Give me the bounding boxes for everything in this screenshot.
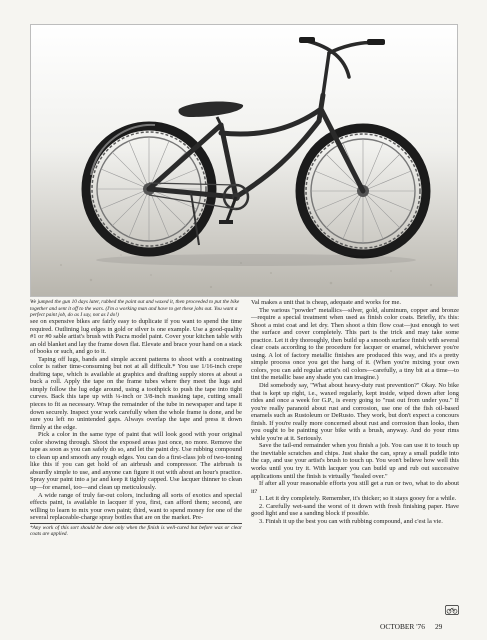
photo-caption: We jumped the gun 10 days later, rubbed the paint out and waxed it, then proceeded to put the bike together and sent it off to the wars. (I'm a working man and have to get these jobs out. You want a perfect paint job, do as I say, not as I do!)	[30, 299, 240, 319]
footnote: *Any work of this sort should be done only when the finish is well-cured but before wax or clear coats are applied.	[30, 524, 242, 538]
right-column	[251, 299, 459, 525]
paragraph: The various "powder" metallics—silver, gold, aluminum, copper and bronze—require a special treatment when used as finish color coats. Briefly, it's this: Shoot a mist coat and let dry. Then shoot a thin flow coat—just enough to wet the surface and cover completely. This part is the trick and may take some practice. Let it dry thoroughly, then build up a smooth surface finish with several clear coats according to the procedure for lacquer or enamel, whichever you're using. A lot of factory metallic finishes are produced this way, and it's a pretty simple process once you get the hang of it. (When you're mixing your own colors, you can add regular artist's oil colors—carefully, a tiny bit at a time—to tint the metallic base any shade you can imagine.)	[251, 306, 459, 382]
page-footer	[380, 622, 442, 631]
paragraph: A wide range of truly far-out colors, including all sorts of exotics and special effects paint, is available in lacquer if you, first, can afford them; second, are willing to learn to mix your own paint; third, want to spend money for one of the several replaceable-charge spray bottles that are on the market. Pre-	[30, 491, 242, 522]
bicycle-icon	[445, 605, 459, 615]
bicycle-photo	[30, 24, 458, 297]
list-item: 1. Let it dry completely. Remember, it's thicker; so it stays gooey for a while.	[259, 495, 457, 503]
paragraph: Taping off lugs, bands and simple accent patterns to shoot with a contrasting color is rather time-consuming but not at all difficult.* You use 1/16-inch crepe drafting tape, which is available at graphics and drafting supply stores at about a buck a roll. Apply the tape on the frame tubes where they meet the lugs and simply follow the lug edge around, using a toothpick to push the tape into tight curves. Back this tape up with ¼-inch or 3/8-inch masking tape, cutting small pieces to fit as necessary. Wrap the remainder of the tube in newspaper and tape it down securely. Inspect your work carefully when the whole frame is done, and be sure you left no unintended gaps. Always overlap the tape and press it down firmly at the edge.	[30, 355, 242, 431]
paragraph: Pick a color in the same type of paint that will look good with your original color showing through. Shoot the exposed areas just once, no more. Remove the tape as soon as you can safely do so, and let the paint dry. Use rubbing compound to clean up and smooth any rough edges. You can do a first-class job of two-toning like this if you can get hold of an airbrush and compressor. The airbrush is absurdly simple to use, and anyone can figure it out with about an hour's practice. Spray your paint into a jar and keep it tightly capped. Use lacquer thinner to clean up—for enamel, too—and clean up meticulously.	[30, 431, 242, 492]
list-item: 3. Finish it up the best you can with rubbing compound, and c'est la vie.	[259, 517, 443, 525]
paragraph: Save the tail-end remainder when you finish a job. You can use it to touch up the inevitable scratches and chips. Just shake the can, spray a small puddle into the cap, and use your artist's brush to touch up. You won't believe how well this works until you try it. With lacquer you can build up and rub out successive applications until the finish is virtually "healed over."	[251, 442, 459, 480]
paragraph: Val makes a unit that is cheap, adequate and works for me.	[251, 299, 401, 306]
issue-date: OCTOBER '76	[380, 622, 425, 631]
paragraph: Did somebody say, "What about heavy-duty rust prevention?" Okay. No bike that is kept up right, i.e., waxed regularly, kept inside, wiped down after long rides and once a week for G.P., is every going to "rust out from under you." If you're really paranoid about rust and corrosion, use one of the fish oil-based enamels such as Rustoleum or DeRusto. They work, but don't expect a concours finish. If you're really more concerned about rust and corrosion than looks, then you ought to be painting your bike with a brush, anyway. And do your rims while you're at it. Seriously.	[251, 382, 459, 442]
bicycle-illustration	[31, 25, 457, 296]
page-number: 29	[434, 622, 443, 631]
left-column	[30, 318, 242, 538]
paragraph: If after all your reasonable efforts you still get a run or two, what to do about it?	[251, 480, 459, 495]
paragraph: see on expensive bikes are fairly easy to duplicate if you want to spend the time required. Outlining lug edges in gold or silver is one example. Use a good-quality #1 or #0 sable artist's brush with Pacra model paint. Cover your kitchen table with an old blanket and lay the frame down flat. Elevate and brace your hand on a stack of books or such, and go to it.	[30, 318, 242, 356]
list-item: 2. Carefully wet-sand the worst of it down with fresh finishing paper. Have good light and use a sanding block if possible.	[251, 502, 459, 518]
footnote-rule	[30, 523, 242, 524]
